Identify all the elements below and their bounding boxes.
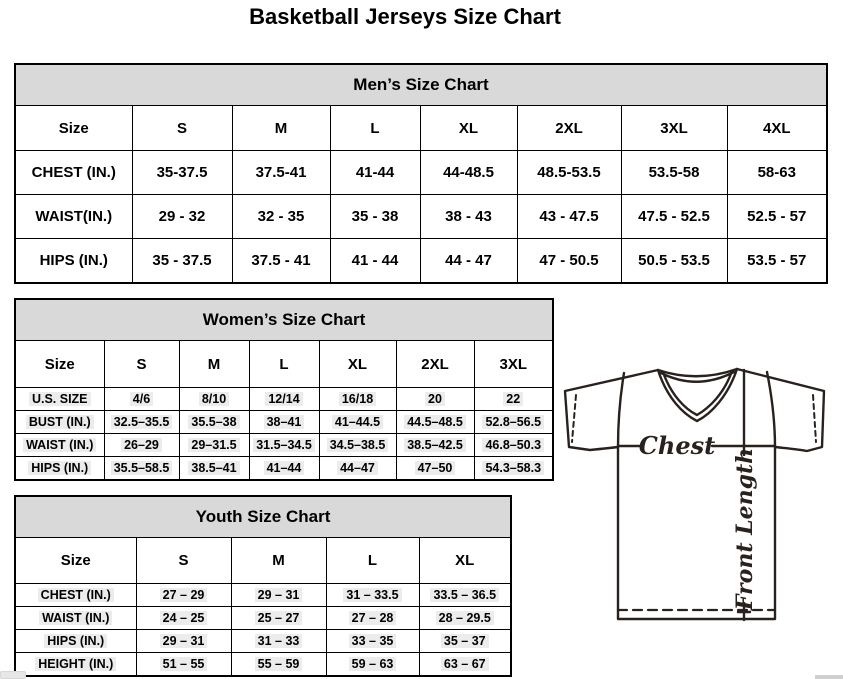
size-cell [231,653,326,677]
size-cell-text: 32.5–35.5 [111,415,173,429]
left-cuff-stitch [572,395,576,442]
size-cell [396,457,474,481]
size-cell [419,607,511,630]
size-cell-text: 41–44.5 [332,415,383,429]
table-row [15,457,553,481]
table-row [15,584,511,607]
size-cell [326,584,419,607]
size-cell [419,584,511,607]
size-cell: 44 - 47 [420,239,517,284]
size-cell: 38 - 43 [420,195,517,239]
column-header: M [231,538,326,584]
row-label-text: BUST (IN.) [26,415,94,429]
size-cell [136,607,231,630]
size-cell [396,388,474,411]
size-cell [249,457,319,481]
size-cell: 37.5-41 [232,151,330,195]
size-cell-text: 38.5–41 [188,461,239,475]
size-cell-text: 20 [425,392,445,406]
row-label [15,411,104,434]
row-label-text: U.S. SIZE [29,392,91,406]
table-row [15,630,511,653]
size-cell-text: 24 – 25 [160,611,208,625]
size-cell-text: 31.5–34.5 [253,438,315,452]
size-cell-text: 29–31.5 [188,438,239,452]
row-label [15,388,104,411]
size-cell [419,653,511,677]
table-row [15,653,511,677]
row-label [15,584,136,607]
size-cell-text: 27 – 29 [160,588,208,602]
column-header: L [249,341,319,388]
column-header: XL [319,341,396,388]
size-cell-text: 34.5–38.5 [327,438,389,452]
size-cell-text: 38.5–42.5 [404,438,466,452]
jersey-illustration [556,362,840,626]
size-cell-text: 46.8–50.3 [482,438,544,452]
size-cell: 32 - 35 [232,195,330,239]
size-cell: 47.5 - 52.5 [621,195,727,239]
size-cell [231,630,326,653]
women-table-title: Women’s Size Chart [15,299,553,341]
jersey-outline [565,369,824,619]
size-cell: 50.5 - 53.5 [621,239,727,284]
table-row [15,388,553,411]
size-cell-text: 33.5 – 36.5 [430,588,499,602]
youth-header-row [15,538,511,584]
size-cell: 37.5 - 41 [232,239,330,284]
size-cell: 43 - 47.5 [517,195,621,239]
column-header: 3XL [474,341,553,388]
size-cell-text: 29 – 31 [160,634,208,648]
men-header-row [15,106,827,151]
size-cell-text: 33 – 35 [349,634,397,648]
size-cell: 29 - 32 [132,195,232,239]
table-row [15,411,553,434]
column-header: Size [15,538,136,584]
men-table [14,63,828,284]
size-cell [396,411,474,434]
size-cell-text: 38–41 [264,415,305,429]
size-cell-text: 27 – 28 [349,611,397,625]
size-cell [231,607,326,630]
column-header: XL [419,538,511,584]
column-header: 3XL [621,106,727,151]
row-label-text: HEIGHT (IN.) [35,657,116,671]
size-cell-text: 63 – 67 [441,657,489,671]
size-cell: 44-48.5 [420,151,517,195]
size-cell-text: 35 – 37 [441,634,489,648]
jersey-measurement-diagram [556,362,840,626]
size-cell [104,457,179,481]
column-header: S [132,106,232,151]
size-cell: 47 - 50.5 [517,239,621,284]
size-cell [474,434,553,457]
row-label [15,630,136,653]
table-row [15,434,553,457]
size-cell [319,457,396,481]
size-cell [179,457,249,481]
size-cell: 35-37.5 [132,151,232,195]
size-cell [396,434,474,457]
mens-size-table [14,63,828,284]
size-cell-text: 16/18 [339,392,376,406]
size-cell: 41 - 44 [330,239,420,284]
size-cell-text: 51 – 55 [160,657,208,671]
cropped-ui-fragment-left [0,671,26,679]
size-cell [104,388,179,411]
size-cell: 35 - 38 [330,195,420,239]
size-cell [136,653,231,677]
women-table [14,298,554,481]
column-header: M [232,106,330,151]
column-header: L [330,106,420,151]
column-header: 2XL [517,106,621,151]
row-label [15,607,136,630]
column-header: Size [15,106,132,151]
column-header: M [179,341,249,388]
size-cell-text: 28 – 29.5 [436,611,494,625]
column-header: 2XL [396,341,474,388]
size-cell: 58-63 [727,151,827,195]
table-row [15,607,511,630]
size-cell-text: 31 – 33 [255,634,303,648]
column-header: S [136,538,231,584]
row-label: WAIST(IN.) [15,195,132,239]
row-label-text: CHEST (IN.) [38,588,114,602]
size-cell [249,434,319,457]
column-header: L [326,538,419,584]
size-cell-text: 44.5–48.5 [404,415,466,429]
column-header: 4XL [727,106,827,151]
size-cell [319,411,396,434]
size-cell-text: 12/14 [265,392,302,406]
size-cell-text: 35.5–58.5 [111,461,173,475]
size-cell-text: 44–47 [337,461,378,475]
youth-size-table [14,495,512,677]
size-cell [326,653,419,677]
front-length-measure-label: Front Length [732,447,758,611]
size-cell [179,388,249,411]
jersey-left-seam [618,373,624,447]
size-cell [326,607,419,630]
row-label-text: HIPS (IN.) [28,461,91,475]
womens-size-table [14,298,554,481]
size-cell [319,388,396,411]
size-cell [249,411,319,434]
men-table-title: Men’s Size Chart [15,64,827,106]
size-cell [326,630,419,653]
size-cell: 35 - 37.5 [132,239,232,284]
size-cell [474,457,553,481]
size-cell: 48.5-53.5 [517,151,621,195]
row-label [15,434,104,457]
table-row [15,195,827,239]
size-cell-text: 52.8–56.5 [482,415,544,429]
chest-measure-label: Chest [638,431,716,460]
table-row [15,151,827,195]
size-cell [419,630,511,653]
size-cell: 52.5 - 57 [727,195,827,239]
youth-table-title: Youth Size Chart [15,496,511,538]
size-cell [249,388,319,411]
row-label: HIPS (IN.) [15,239,132,284]
size-cell [231,584,326,607]
row-label [15,653,136,677]
size-cell: 41-44 [330,151,420,195]
size-cell-text: 47–50 [415,461,456,475]
column-header: Size [15,341,104,388]
women-header-row [15,341,553,388]
size-cell [136,630,231,653]
size-cell [179,411,249,434]
column-header: S [104,341,179,388]
table-row [15,239,827,284]
size-cell [136,584,231,607]
size-cell-text: 41–44 [264,461,305,475]
size-cell-text: 35.5–38 [188,415,239,429]
size-cell: 53.5-58 [621,151,727,195]
cropped-ui-fragment-right [815,675,843,679]
right-cuff-stitch [813,395,816,442]
size-cell [104,411,179,434]
column-header: XL [420,106,517,151]
youth-table [14,495,512,677]
size-cell-text: 8/10 [199,392,229,406]
size-cell-text: 55 – 59 [255,657,303,671]
size-cell-text: 59 – 63 [349,657,397,671]
size-cell-text: 25 – 27 [255,611,303,625]
row-label: CHEST (IN.) [15,151,132,195]
row-label [15,457,104,481]
row-label-text: WAIST (IN.) [23,438,96,452]
size-cell-text: 54.3–58.3 [482,461,544,475]
size-cell [104,434,179,457]
row-label-text: HIPS (IN.) [44,634,107,648]
size-cell [474,411,553,434]
size-cell [179,434,249,457]
size-cell-text: 31 – 33.5 [343,588,401,602]
page-title: Basketball Jerseys Size Chart [249,4,561,29]
size-cell-text: 26–29 [121,438,162,452]
jersey-right-seam [767,372,775,447]
size-cell-text: 22 [503,392,523,406]
row-label-text: WAIST (IN.) [39,611,112,625]
size-cell [474,388,553,411]
size-cell-text: 29 – 31 [255,588,303,602]
size-cell [319,434,396,457]
size-cell: 53.5 - 57 [727,239,827,284]
size-cell-text: 4/6 [130,392,153,406]
